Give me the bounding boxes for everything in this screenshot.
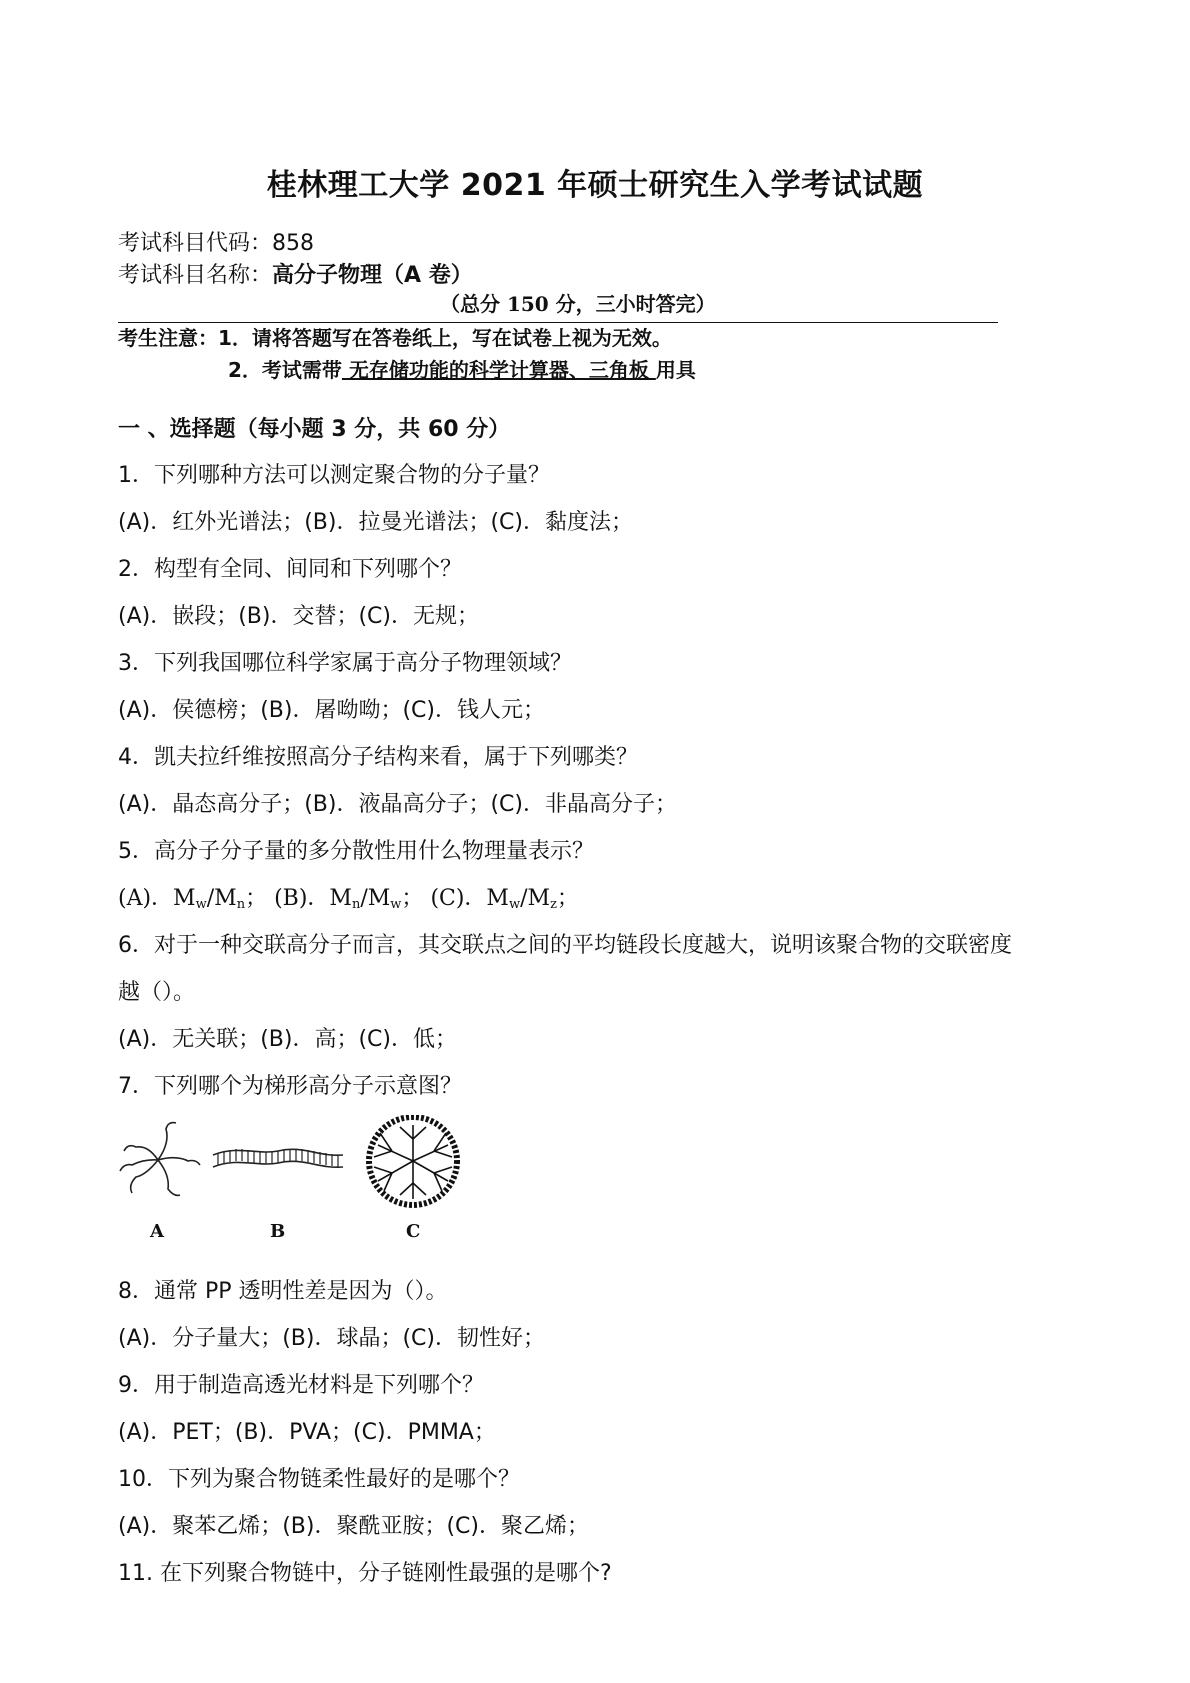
question-7: 7．下列哪个为梯形高分子示意图？ bbox=[118, 1074, 462, 1099]
notice-item-2-suffix: 用具 bbox=[655, 358, 696, 382]
question-6-options: (A)．无关联；(B)．高；(C)．低； bbox=[118, 1027, 458, 1052]
question-5-options bbox=[118, 881, 579, 912]
question-8-options: (A)．分子量大；(B)．球晶；(C)．韧性好； bbox=[118, 1326, 546, 1351]
question-1-options: (A)．红外光谱法；(B)．拉曼光谱法；(C)．黏度法； bbox=[118, 510, 634, 535]
q5-a-mid: /M bbox=[206, 886, 237, 911]
q5-a-sub1: w bbox=[195, 897, 207, 912]
question-1: 1．下列哪种方法可以测定聚合物的分子量？ bbox=[118, 463, 550, 488]
ladder-polymer-diagram bbox=[213, 1149, 343, 1167]
question-6-continued: 越（）。 bbox=[118, 980, 196, 1005]
dendrimer-diagram bbox=[369, 1117, 457, 1205]
q5-a-sub2: n bbox=[236, 897, 246, 912]
notice-item-1: 1．请将答题写在答卷纸上，写在试卷上视为无效。 bbox=[218, 326, 672, 350]
q5-b-end: ； bbox=[401, 886, 424, 911]
subject-code: 858 bbox=[272, 231, 315, 256]
q5-c-sub2: z bbox=[550, 897, 557, 912]
question-9-options: (A)．PET；(B)．PVA；(C)．PMMA； bbox=[118, 1420, 496, 1445]
score-info: （总分 150 分，三小时答完） bbox=[440, 292, 716, 316]
question-6: 6．对于一种交联高分子而言，其交联点之间的平均链段长度越大，说明该聚合物的交联密度 bbox=[118, 933, 1013, 958]
question-5: 5．高分子分子量的多分散性用什么物理量表示？ bbox=[118, 839, 594, 864]
subject-name: 高分子物理（A 卷） bbox=[272, 263, 473, 288]
q5-b-sub1: n bbox=[351, 897, 361, 912]
figure-label-c: C bbox=[406, 1221, 421, 1242]
star-polymer-diagram bbox=[120, 1123, 200, 1196]
question-10: 10．下列为聚合物链柔性最好的是哪个？ bbox=[118, 1467, 520, 1492]
q5-option-b: (B)．M bbox=[274, 886, 352, 911]
polymer-structure-figure bbox=[118, 1115, 498, 1245]
section-1-heading: 一 、选择题（每小题 3 分，共 60 分） bbox=[118, 417, 511, 442]
q5-b-mid: /M bbox=[360, 886, 391, 911]
figure-label-a: A bbox=[150, 1221, 164, 1242]
exam-title: 桂林理工大学 2021 年硕士研究生入学考试试题 bbox=[266, 168, 924, 203]
question-10-options: (A)．聚苯乙烯；(B)．聚酰亚胺；(C)．聚乙烯； bbox=[118, 1514, 590, 1539]
subject-code-label: 考试科目代码： bbox=[118, 231, 273, 256]
q5-b-sub2: w bbox=[390, 897, 402, 912]
question-4-options: (A)．晶态高分子；(B)．液晶高分子；(C)．非晶高分子； bbox=[118, 792, 678, 817]
subject-name-line bbox=[118, 258, 473, 289]
question-9: 9．用于制造高透光材料是下列哪个？ bbox=[118, 1373, 484, 1398]
q5-option-c: (C)．M bbox=[430, 886, 509, 911]
q5-c-sub1: w bbox=[508, 897, 521, 912]
q5-c-end: ； bbox=[556, 886, 579, 911]
notice-line-2 bbox=[228, 354, 696, 383]
notice-line-1 bbox=[118, 322, 672, 351]
question-11: 11. 在下列聚合物链中，分子链刚性最强的是哪个? bbox=[118, 1561, 612, 1586]
polymer-diagrams bbox=[118, 1115, 498, 1215]
question-2: 2．构型有全同、间同和下列哪个？ bbox=[118, 557, 462, 582]
question-4: 4．凯夫拉纤维按照高分子结构来看，属于下列哪类？ bbox=[118, 745, 638, 770]
q5-option-a: (A)．M bbox=[118, 886, 196, 911]
question-3-options: (A)．侯德榜；(B)．屠呦呦；(C)．钱人元； bbox=[118, 698, 546, 723]
q5-c-mid: /M bbox=[520, 886, 551, 911]
question-2-options: (A)．嵌段；(B)．交替；(C)．无规； bbox=[118, 604, 480, 629]
question-3: 3．下列我国哪位科学家属于高分子物理领域？ bbox=[118, 651, 572, 676]
subject-code-line bbox=[118, 226, 314, 257]
notice-label: 考生注意： bbox=[118, 326, 218, 350]
notice-item-2-prefix: 2．考试需带 bbox=[228, 358, 342, 382]
notice-item-2-underlined: 无存储功能的科学计算器、三角板 bbox=[341, 358, 656, 382]
subject-name-label: 考试科目名称： bbox=[118, 263, 273, 288]
figure-label-b: B bbox=[270, 1221, 286, 1242]
q5-a-end: ； bbox=[245, 886, 268, 911]
question-8: 8．通常 PP 透明性差是因为（）。 bbox=[118, 1279, 448, 1304]
